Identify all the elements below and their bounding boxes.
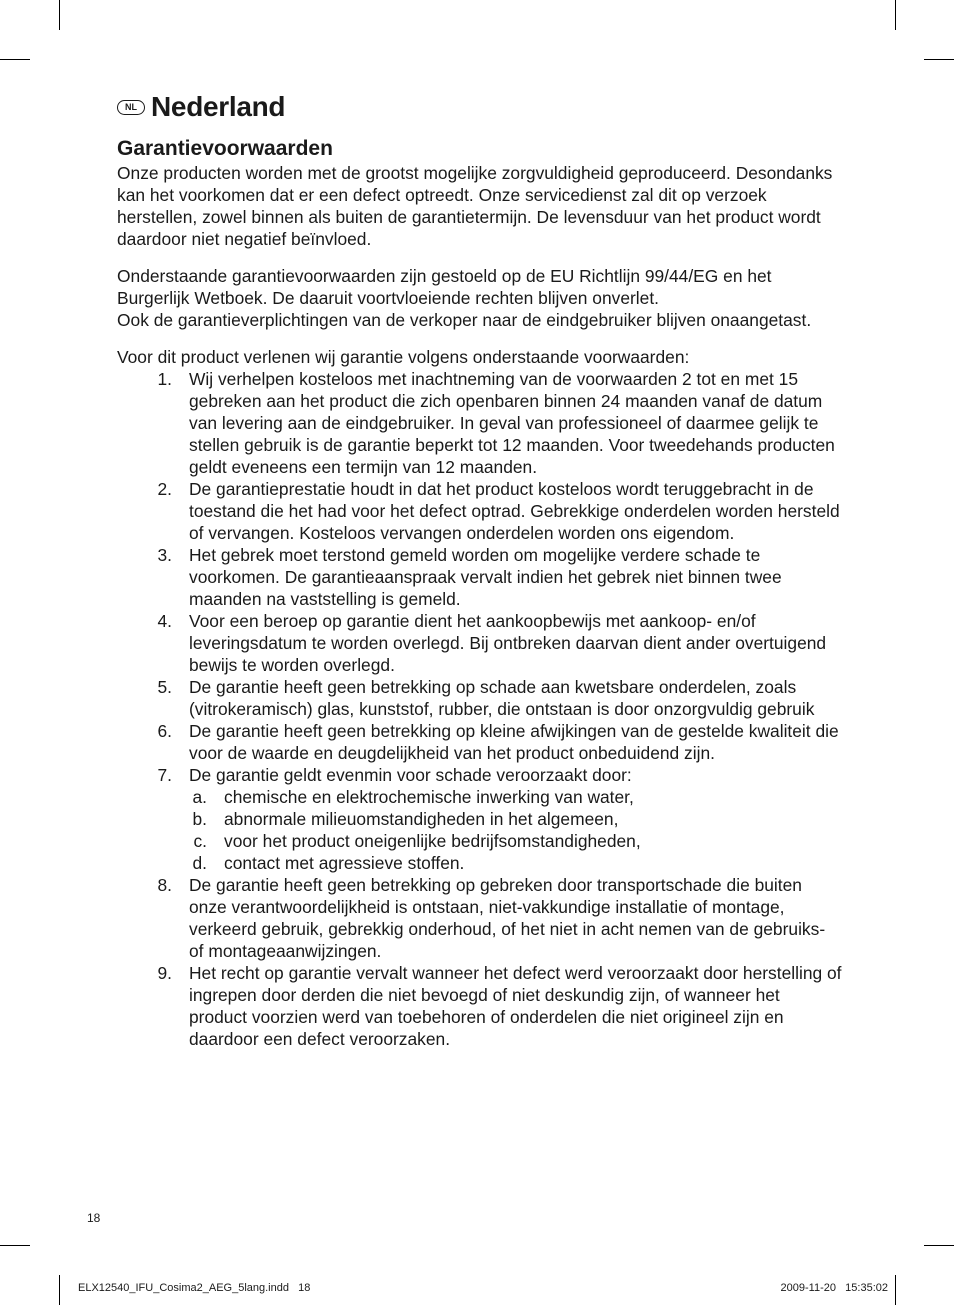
- item-text: Voor een beroep op garantie dient het aankoopbewijs met aankoop- en/of leveringsdatum te worden overlegd. Bij ontbreken daarvan dient ander overtuigend bewijs te worden overlegd.: [189, 611, 827, 675]
- crop-mark: [59, 1275, 60, 1305]
- crop-mark: [59, 0, 60, 30]
- list-item: [117, 610, 842, 676]
- item-text: Het gebrek moet terstond gemeld worden om mogelijke verdere schade te voorkomen. De garantieaanspraak vervalt indien het gebrek niet binnen twee maanden na vaststelling is gemeld.: [189, 545, 782, 609]
- list-item: [117, 764, 842, 786]
- sub-item-text: abnormale milieuomstandigheden in het algemeen,: [224, 809, 619, 829]
- item-text: De garantie heeft geen betrekking op gebreken door transportschade die buiten onze verantwoordelijkheid is ontstaan, niet-vakkundige installatie of montage, verkeerd gebruik, gebrekkig onderhoud, of het niet in acht nemen van de gebruiks- of montageaanwijzingen.: [189, 875, 826, 961]
- footer-timestamp: 2009-11-20 15:35:02: [780, 1282, 888, 1294]
- sub-item-letter: a.: [192, 787, 207, 807]
- sub-list: [117, 786, 842, 874]
- sub-item-text: contact met agressieve stoffen.: [224, 853, 465, 873]
- item-text: De garantie heeft geen betrekking op schade aan kwetsbare onderdelen, zoals (vitrokeramisch) glas, kunststof, rubber, die ontstaan is door onzorgvuldig gebruik: [189, 677, 815, 719]
- list-item: [117, 874, 842, 962]
- sub-list-item: [117, 786, 842, 808]
- conditions-list: [117, 368, 842, 1050]
- language-heading: [117, 91, 285, 123]
- list-item: [117, 676, 842, 720]
- crop-mark: [895, 1275, 896, 1305]
- item-text: Wij verhelpen kosteloos met inachtneming van de voorwaarden 2 tot en met 15 gebreken aan het product die zich openbaren binnen 24 maanden vanaf de datum van levering aan de eindgebruiker. In geval van professioneel of daarmee gelijk te stellen gebruik is de garantie beperkt tot 12 maanden. Voor tweedehands producten geldt eveneens een termijn van 12 maanden.: [189, 369, 835, 477]
- list-item: [117, 478, 842, 544]
- intro-paragraph: Ook de garantieverplichtingen van de verkoper naar de eindgebruiker blijven onaangetast.: [117, 310, 812, 330]
- section-title: Garantievoorwaarden: [117, 137, 333, 160]
- language-title: Nederland: [151, 91, 286, 122]
- intro-paragraph: Onderstaande garantievoorwaarden zijn gestoeld op de EU Richtlijn 99/44/EG en het Burgerlijk Wetboek. De daaruit voortvloeiende rechten blijven onverlet.: [117, 266, 772, 308]
- item-number: 9.: [157, 963, 172, 983]
- crop-mark: [895, 0, 896, 30]
- item-number: 5.: [157, 677, 172, 697]
- list-item: [117, 368, 842, 478]
- list-item: [117, 720, 842, 764]
- sub-list-item: [117, 830, 842, 852]
- country-badge-icon: NL: [117, 100, 145, 115]
- item-number: 1.: [157, 369, 172, 389]
- sub-list-item: [117, 852, 842, 874]
- item-number: 4.: [157, 611, 172, 631]
- item-number: 8.: [157, 875, 172, 895]
- footer-file-slug: ELX12540_IFU_Cosima2_AEG_5lang.indd 18: [78, 1282, 311, 1294]
- list-item: [117, 962, 842, 1050]
- document-body: [117, 137, 842, 1050]
- crop-mark: [0, 1245, 30, 1246]
- item-text: De garantie geldt evenmin voor schade veroorzaakt door:: [189, 765, 632, 785]
- item-number: 2.: [157, 479, 172, 499]
- item-text: Het recht op garantie vervalt wanneer het defect werd veroorzaakt door herstelling of ingrepen door derden die niet bevoegd of niet deskundig zijn, of wanneer het product voorzien werd van toebehoren of onderdelen die niet origineel zijn en daardoor een defect veroorzaken.: [189, 963, 842, 1049]
- list-item: [117, 544, 842, 610]
- item-number: 3.: [157, 545, 172, 565]
- list-intro: Voor dit product verlenen wij garantie volgens onderstaande voorwaarden:: [117, 347, 690, 367]
- sub-list-item: [117, 808, 842, 830]
- crop-mark: [924, 59, 954, 60]
- crop-mark: [924, 1245, 954, 1246]
- sub-item-letter: c.: [193, 831, 207, 851]
- sub-item-letter: b.: [192, 809, 207, 829]
- sub-item-letter: d.: [192, 853, 207, 873]
- sub-item-text: chemische en elektrochemische inwerking van water,: [224, 787, 634, 807]
- intro-paragraph: Onze producten worden met de grootst mogelijke zorgvuldigheid geproduceerd. Desondanks kan het voorkomen dat er een defect optreedt. Onze servicedienst zal dit op verzoek herstellen, zowel binnen als buiten de garantietermijn. De levensduur van het product wordt daardoor niet negatief beïnvloed.: [117, 163, 833, 249]
- sub-item-text: voor het product oneigenlijke bedrijfsomstandigheden,: [224, 831, 641, 851]
- item-number: 6.: [157, 721, 172, 741]
- item-text: De garantieprestatie houdt in dat het product kosteloos wordt teruggebracht in de toestand die het had voor het defect optrad. Gebrekkige onderdelen worden hersteld of vervangen. Kosteloos vervangen onderdelen worden ons eigendom.: [189, 479, 840, 543]
- item-number: 7.: [157, 765, 172, 785]
- item-text: De garantie heeft geen betrekking op kleine afwijkingen van de gestelde kwaliteit die voor de waarde en deugdelijkheid van het product onbeduidend zijn.: [189, 721, 839, 763]
- sub-list-container: [117, 786, 842, 874]
- crop-mark: [0, 59, 30, 60]
- page-number: 18: [87, 1211, 101, 1225]
